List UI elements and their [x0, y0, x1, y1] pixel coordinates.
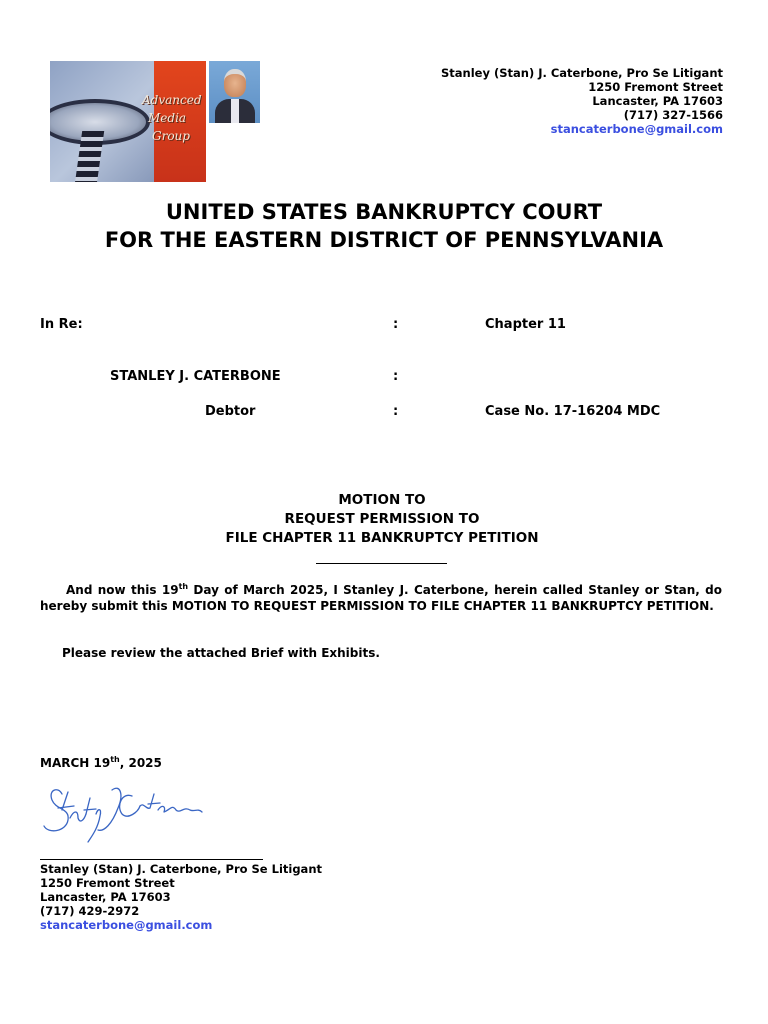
date-line: MARCH 19th, 2025 — [40, 755, 162, 770]
header-city: Lancaster, PA 17603 — [592, 94, 723, 108]
header-name: Stanley (Stan) J. Caterbone, Pro Se Litigant — [441, 66, 723, 80]
caption-debtor-name: STANLEY J. CATERBONE — [110, 369, 281, 384]
header-contact-block — [441, 66, 723, 136]
body-paragraph-1: And now this 19th Day of March 2025, I Stanley J. Caterbone, herein called Stanley or Stan, do hereby submit this MOTION TO REQUEST PERMISSION TO FILE CHAPTER 11 BANKRUPTCY PETITION. — [40, 582, 723, 613]
header-email-link[interactable]: stancaterbone@gmail.com — [550, 122, 723, 136]
logo-brand-text: Advanced Media Group — [142, 93, 202, 143]
signature-city: Lancaster, PA 17603 — [40, 890, 171, 904]
signature-phone: (717) 429-2972 — [40, 904, 140, 918]
court-title-line-2: FOR THE EASTERN DISTRICT OF PENNSYLVANIA — [104, 228, 664, 252]
caption-case-number: Case No. 17-16204 MDC — [485, 404, 661, 419]
caption-colon: : — [393, 369, 399, 384]
company-logo — [50, 61, 206, 182]
signature-name: Stanley (Stan) J. Caterbone, Pro Se Litigant — [40, 862, 322, 876]
motion-title-underline — [316, 563, 447, 564]
header-street: 1250 Fremont Street — [588, 80, 723, 94]
header-phone: (717) 327-1566 — [623, 108, 723, 122]
court-title — [0, 198, 768, 254]
signature-street: 1250 Fremont Street — [40, 876, 175, 890]
motion-title-line-2: REQUEST PERMISSION TO — [284, 511, 480, 527]
caption-debtor-label: Debtor — [205, 404, 256, 419]
signature-email-link[interactable]: stancaterbone@gmail.com — [40, 918, 213, 932]
handwritten-signature — [40, 780, 210, 852]
photo-shirt — [231, 99, 239, 123]
court-title-line-1: UNITED STATES BANKRUPTCY COURT — [165, 200, 603, 224]
caption-chapter: Chapter 11 — [485, 317, 566, 332]
motion-title-line-1: MOTION TO — [338, 492, 426, 508]
photo-head — [224, 69, 246, 97]
portrait-photo — [209, 61, 260, 123]
caption-in-re: In Re: — [40, 317, 83, 332]
motion-title — [0, 491, 764, 548]
motion-title-line-3: FILE CHAPTER 11 BANKRUPTCY PETITION — [225, 530, 539, 546]
caption-colon: : — [393, 404, 399, 419]
caption-colon: : — [393, 317, 399, 332]
signature-block — [40, 862, 322, 932]
body-paragraph-2: Please review the attached Brief with Exhibits. — [62, 646, 380, 660]
signature-line — [40, 859, 263, 860]
